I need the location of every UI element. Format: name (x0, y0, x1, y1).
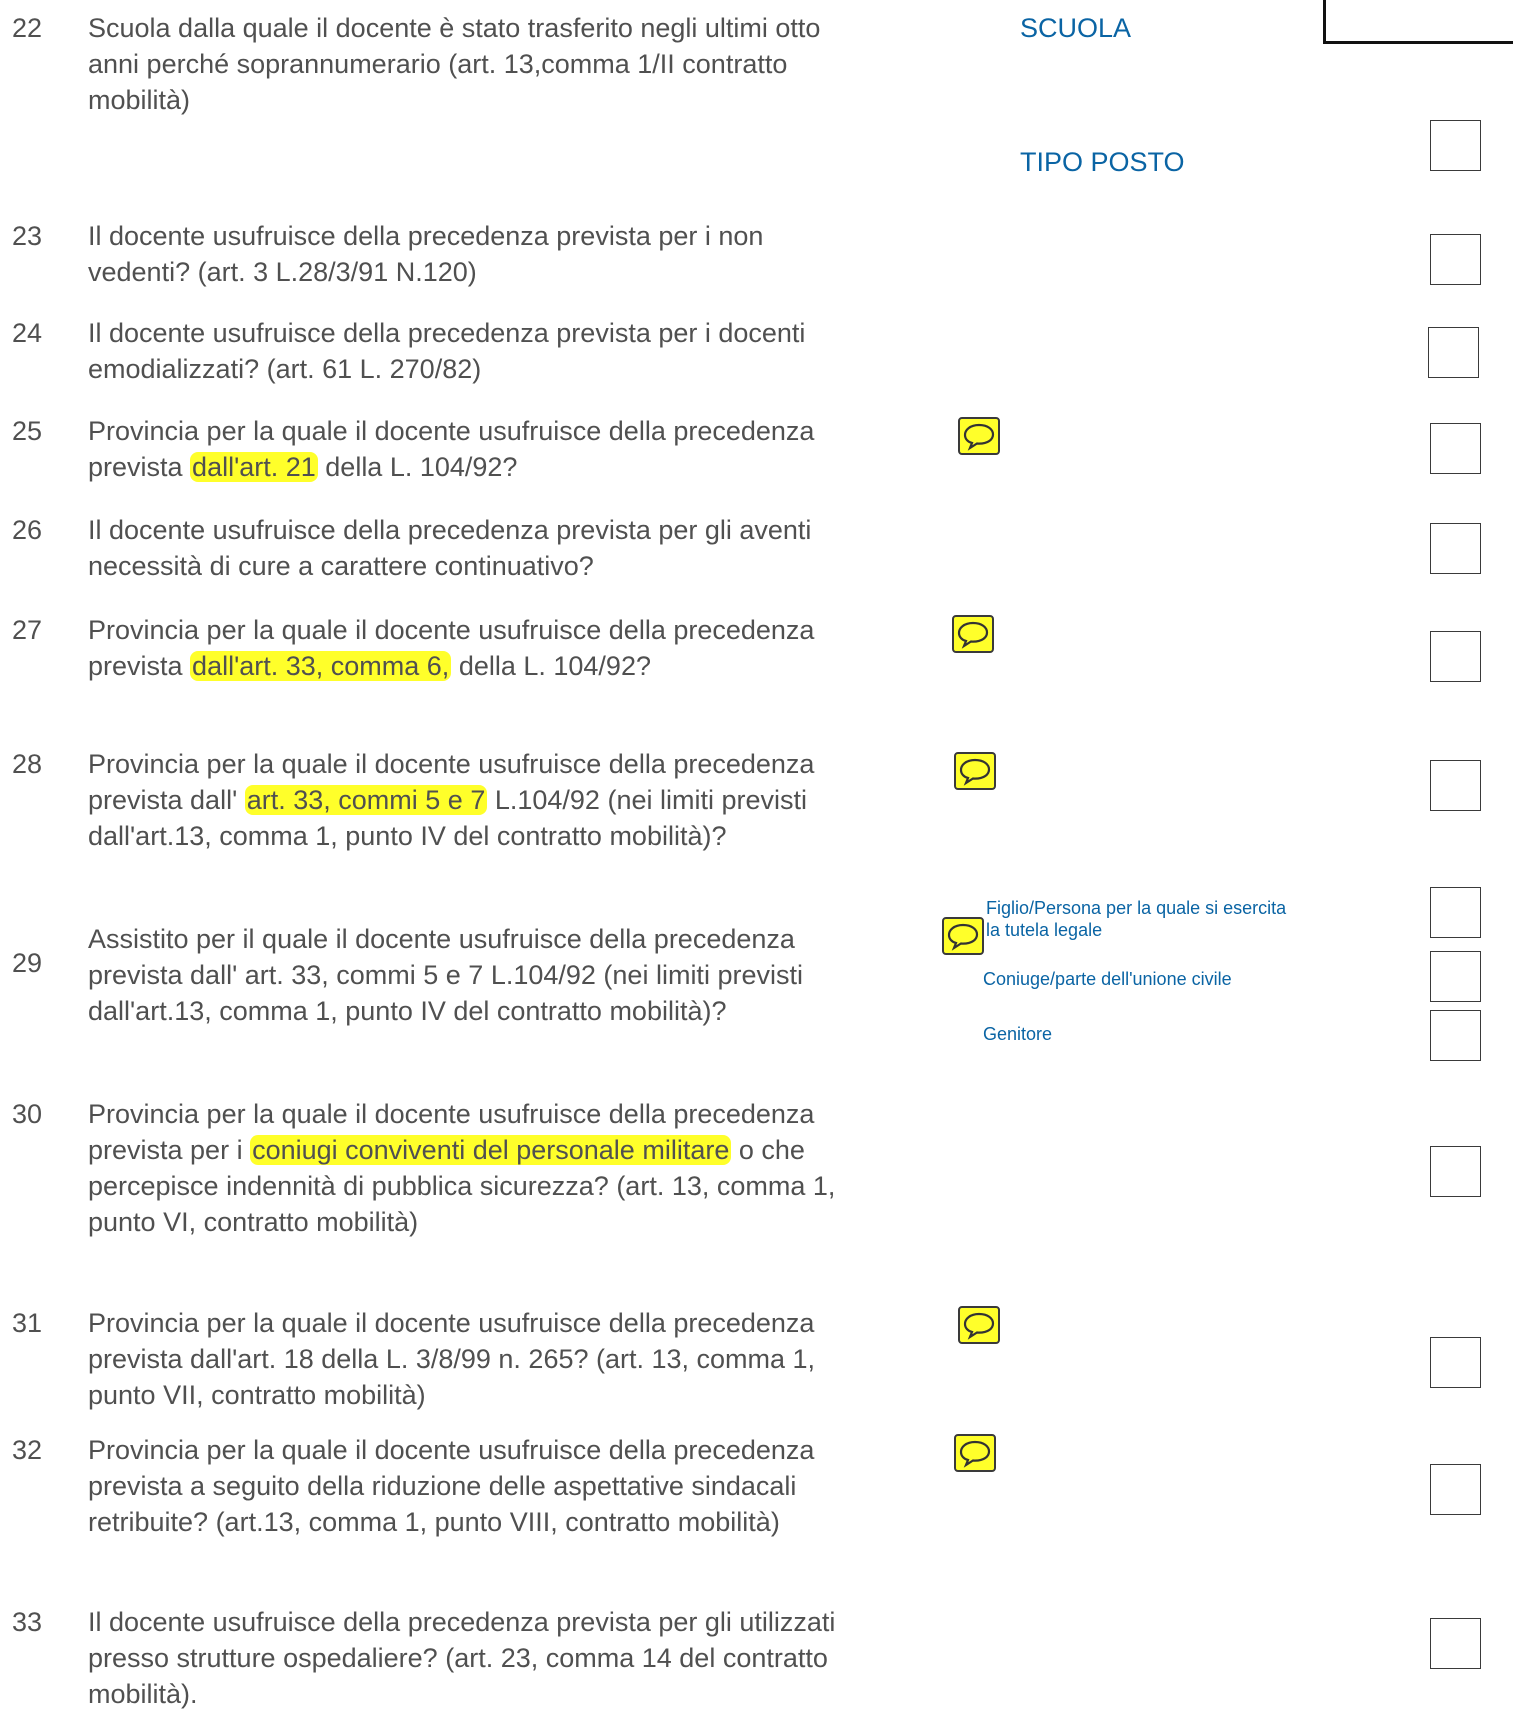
question-27-checkbox[interactable] (1430, 631, 1481, 682)
question-number: 24 (12, 318, 43, 348)
question-text: Provincia per la quale il docente usufruisce della precedenza (88, 1308, 815, 1338)
comment-icon[interactable] (952, 615, 994, 653)
scuola-field-frame[interactable] (1323, 0, 1513, 44)
option-label: Coniuge/parte dell'unione civile (983, 969, 1232, 989)
highlight: dall'art. 33, comma 6, (192, 651, 450, 681)
option-figlio-checkbox[interactable] (1430, 887, 1481, 938)
question-25-checkbox[interactable] (1430, 423, 1481, 474)
question-23-checkbox[interactable] (1430, 234, 1481, 285)
tipo-posto-checkbox[interactable] (1430, 120, 1481, 171)
question-text: prevista dall'art. 18 della L. 3/8/99 n. 265? (art. 13, comma 1, (88, 1344, 816, 1374)
question-number: 27 (12, 615, 43, 645)
comment-icon[interactable] (954, 752, 996, 790)
question-24-checkbox[interactable] (1428, 327, 1479, 378)
highlight: dall'art. 21 (192, 452, 316, 482)
option-label: la tutela legale (986, 920, 1103, 940)
question-text: prevista dall'art. 21 della L. 104/92? (88, 452, 518, 482)
question-text: mobilità). (88, 1679, 198, 1709)
scuola-label: SCUOLA (1020, 13, 1132, 43)
question-text: Scuola dalla quale il docente è stato trasferito negli ultimi otto (88, 13, 821, 43)
question-text: Provincia per la quale il docente usufruisce della precedenza (88, 749, 815, 779)
question-text: prevista a seguito della riduzione delle aspettative sindacali (88, 1471, 797, 1501)
comment-icon[interactable] (942, 917, 984, 955)
question-text: necessità di cure a carattere continuativo? (88, 551, 594, 581)
question-number: 33 (12, 1607, 43, 1637)
question-text: Provincia per la quale il docente usufruisce della precedenza (88, 416, 815, 446)
option-coniuge-checkbox[interactable] (1430, 951, 1481, 1002)
question-text: dall'art.13, comma 1, punto IV del contratto mobilità)? (88, 996, 727, 1026)
tipo-posto-label: TIPO POSTO (1020, 147, 1185, 177)
highlight: coniugi conviventi del personale militare (252, 1135, 730, 1165)
highlight: art. 33, commi 5 e 7 (246, 785, 486, 815)
question-text: prevista dall'art. 33, comma 6, della L. 104/92? (88, 651, 651, 681)
question-text: Assistito per il quale il docente usufruisce della precedenza (88, 924, 795, 954)
question-text: anni perché soprannumerario (art. 13,comma 1/II contratto (88, 49, 788, 79)
question-30-checkbox[interactable] (1430, 1146, 1481, 1197)
question-number: 26 (12, 515, 43, 545)
question-text: emodializzati? (art. 61 L. 270/82) (88, 354, 482, 384)
question-31-checkbox[interactable] (1430, 1337, 1481, 1388)
question-text: retribuite? (art.13, comma 1, punto VIII, contratto mobilità) (88, 1507, 780, 1537)
question-text: punto VII, contratto mobilità) (88, 1380, 426, 1410)
comment-icon[interactable] (958, 1306, 1000, 1344)
option-label: Figlio/Persona per la quale si esercita (986, 898, 1287, 918)
question-number: 32 (12, 1435, 43, 1465)
question-number: 30 (12, 1099, 43, 1129)
comment-icon[interactable] (958, 417, 1000, 455)
question-text: prevista dall' art. 33, commi 5 e 7 L.104/92 (nei limiti previsti (88, 960, 803, 990)
question-text: Il docente usufruisce della precedenza prevista per gli utilizzati (88, 1607, 836, 1637)
question-text: prevista dall' art. 33, commi 5 e 7 L.104/92 (nei limiti previsti (88, 785, 807, 815)
question-text: Provincia per la quale il docente usufruisce della precedenza (88, 615, 815, 645)
question-28-checkbox[interactable] (1430, 760, 1481, 811)
question-text: Il docente usufruisce della precedenza prevista per gli aventi (88, 515, 812, 545)
question-32-checkbox[interactable] (1430, 1464, 1481, 1515)
option-label: Genitore (983, 1024, 1053, 1044)
question-text: presso strutture ospedaliere? (art. 23, comma 14 del contratto (88, 1643, 828, 1673)
question-number: 25 (12, 416, 43, 446)
question-number: 29 (12, 948, 43, 978)
question-text: Provincia per la quale il docente usufruisce della precedenza (88, 1099, 815, 1129)
question-text: vedenti? (art. 3 L.28/3/91 N.120) (88, 257, 477, 287)
question-number: 31 (12, 1308, 43, 1338)
question-text: punto VI, contratto mobilità) (88, 1207, 419, 1237)
option-genitore-checkbox[interactable] (1430, 1010, 1481, 1061)
comment-icon[interactable] (954, 1434, 996, 1472)
question-33-checkbox[interactable] (1430, 1618, 1481, 1669)
question-26-checkbox[interactable] (1430, 523, 1481, 574)
question-text: Provincia per la quale il docente usufruisce della precedenza (88, 1435, 815, 1465)
question-text: mobilità) (88, 85, 191, 115)
question-text: Il docente usufruisce della precedenza prevista per i non (88, 221, 764, 251)
question-text: percepisce indennità di pubblica sicurezza? (art. 13, comma 1, (88, 1171, 836, 1201)
question-text: dall'art.13, comma 1, punto IV del contratto mobilità)? (88, 821, 727, 851)
question-number: 22 (12, 13, 43, 43)
question-number: 28 (12, 749, 43, 779)
question-text: prevista per i coniugi conviventi del personale militare o che (88, 1135, 805, 1165)
question-number: 23 (12, 221, 43, 251)
question-text: Il docente usufruisce della precedenza prevista per i docenti (88, 318, 806, 348)
